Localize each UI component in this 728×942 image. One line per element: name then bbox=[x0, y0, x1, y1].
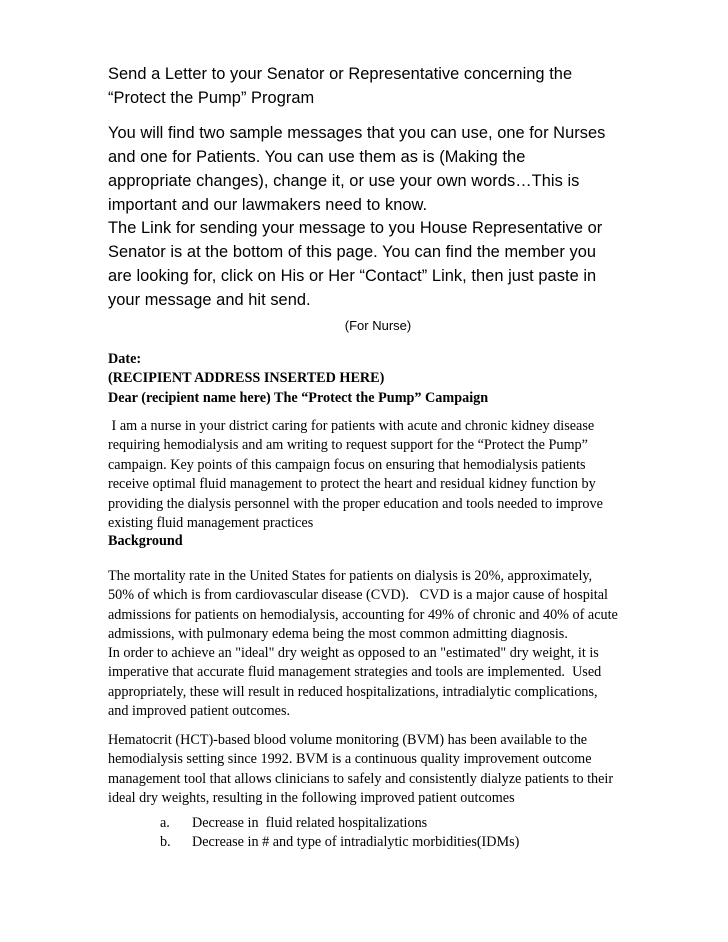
list-marker: a. bbox=[160, 815, 170, 831]
letter-header bbox=[108, 350, 648, 408]
paragraph-line: The mortality rate in the United States for patients on dialysis is 20%, approximately, bbox=[108, 568, 593, 584]
paragraph-line: receive optimal fluid management to protect the heart and residual kidney function by bbox=[108, 476, 596, 493]
paragraph-line: I am a nurse in your district caring for patients with acute and chronic kidney disease bbox=[108, 418, 595, 434]
list-item bbox=[160, 833, 519, 852]
paragraph-line: appropriately, these will result in reduced hospitalizations, intradialytic complications, bbox=[108, 683, 598, 700]
letter-date-line: Date: bbox=[108, 351, 142, 367]
outcomes-list bbox=[160, 814, 519, 853]
paragraph-line: 50% of which is from cardiovascular disease (CVD). CVD is a major cause of hospital bbox=[108, 587, 608, 604]
paragraph-line: You will find two sample messages that you can use, one for Nurses bbox=[108, 124, 606, 142]
background-dry-weight-paragraph bbox=[108, 644, 648, 722]
intro-heading bbox=[108, 62, 648, 110]
list-item-text: Decrease in fluid related hospitalizations bbox=[192, 815, 428, 831]
paragraph-line: existing fluid management practices bbox=[108, 515, 314, 532]
background-heading: Background bbox=[108, 533, 183, 549]
paragraph-line: requiring hemodialysis and am writing to request support for the “Protect the Pump” bbox=[108, 437, 588, 454]
list-marker: b. bbox=[160, 834, 171, 851]
paragraph-line: Hematocrit (HCT)-based blood volume monitoring (BVM) has been available to the bbox=[108, 732, 588, 748]
list-item bbox=[160, 814, 519, 833]
paragraph-line: In order to achieve an "ideal" dry weight as opposed to an "estimated" dry weight, it is bbox=[108, 645, 599, 661]
intro-heading-line: Send a Letter to your Senator or Representative concerning the bbox=[108, 65, 573, 83]
paragraph-line: hemodialysis setting since 1992. BVM is a continuous quality improvement outcome bbox=[108, 751, 592, 768]
letter-recipient-address-line: (RECIPIENT ADDRESS INSERTED HERE) bbox=[108, 370, 385, 387]
paragraph-line: important and our lawmakers need to know. bbox=[108, 196, 428, 214]
intro-heading-line: “Protect the Pump” Program bbox=[108, 89, 315, 107]
paragraph-line: admissions for patients on hemodialysis, accounting for 49% of chronic and 40% of acute bbox=[108, 606, 618, 623]
letter-salutation-line: Dear (recipient name here) The “Protect the Pump” Campaign bbox=[108, 389, 489, 406]
background-bvm-paragraph bbox=[108, 731, 648, 809]
intro-paragraph-sample-messages bbox=[108, 121, 648, 217]
paragraph-line: your message and hit send. bbox=[108, 291, 311, 309]
letter-intro-paragraph bbox=[108, 417, 648, 533]
for-nurse-label: (For Nurse) bbox=[344, 318, 412, 333]
list-item-text: Decrease in # and type of intradialytic morbidities(IDMs) bbox=[192, 834, 520, 851]
intro-paragraph-link-instructions bbox=[108, 216, 648, 312]
paragraph-line: campaign. Key points of this campaign focus on ensuring that hemodialysis patients bbox=[108, 456, 586, 473]
background-mortality-paragraph bbox=[108, 567, 648, 645]
paragraph-line: ideal dry weights, resulting in the following improved patient outcomes bbox=[108, 790, 515, 807]
paragraph-line: appropriate changes), change it, or use your own words…This is bbox=[108, 172, 580, 190]
paragraph-line: management tool that allows clinicians to safely and consistently dialyze patients to their bbox=[108, 770, 614, 787]
paragraph-line: imperative that accurate fluid management strategies and tools are implemented. Used bbox=[108, 664, 602, 681]
paragraph-line: are looking for, click on His or Her “Contact” Link, then just paste in bbox=[108, 267, 597, 285]
paragraph-line: and improved patient outcomes. bbox=[108, 703, 291, 720]
paragraph-line: The Link for sending your message to you House Representative or bbox=[108, 219, 603, 237]
paragraph-line: and one for Patients. You can use them as is (Making the bbox=[108, 148, 526, 166]
paragraph-line: admissions, with pulmonary edema being the most common admitting diagnosis. bbox=[108, 626, 568, 643]
paragraph-line: providing the dialysis personnel with the proper education and tools needed to improve bbox=[108, 495, 603, 512]
paragraph-line: Senator is at the bottom of this page. You can find the member you bbox=[108, 243, 597, 261]
